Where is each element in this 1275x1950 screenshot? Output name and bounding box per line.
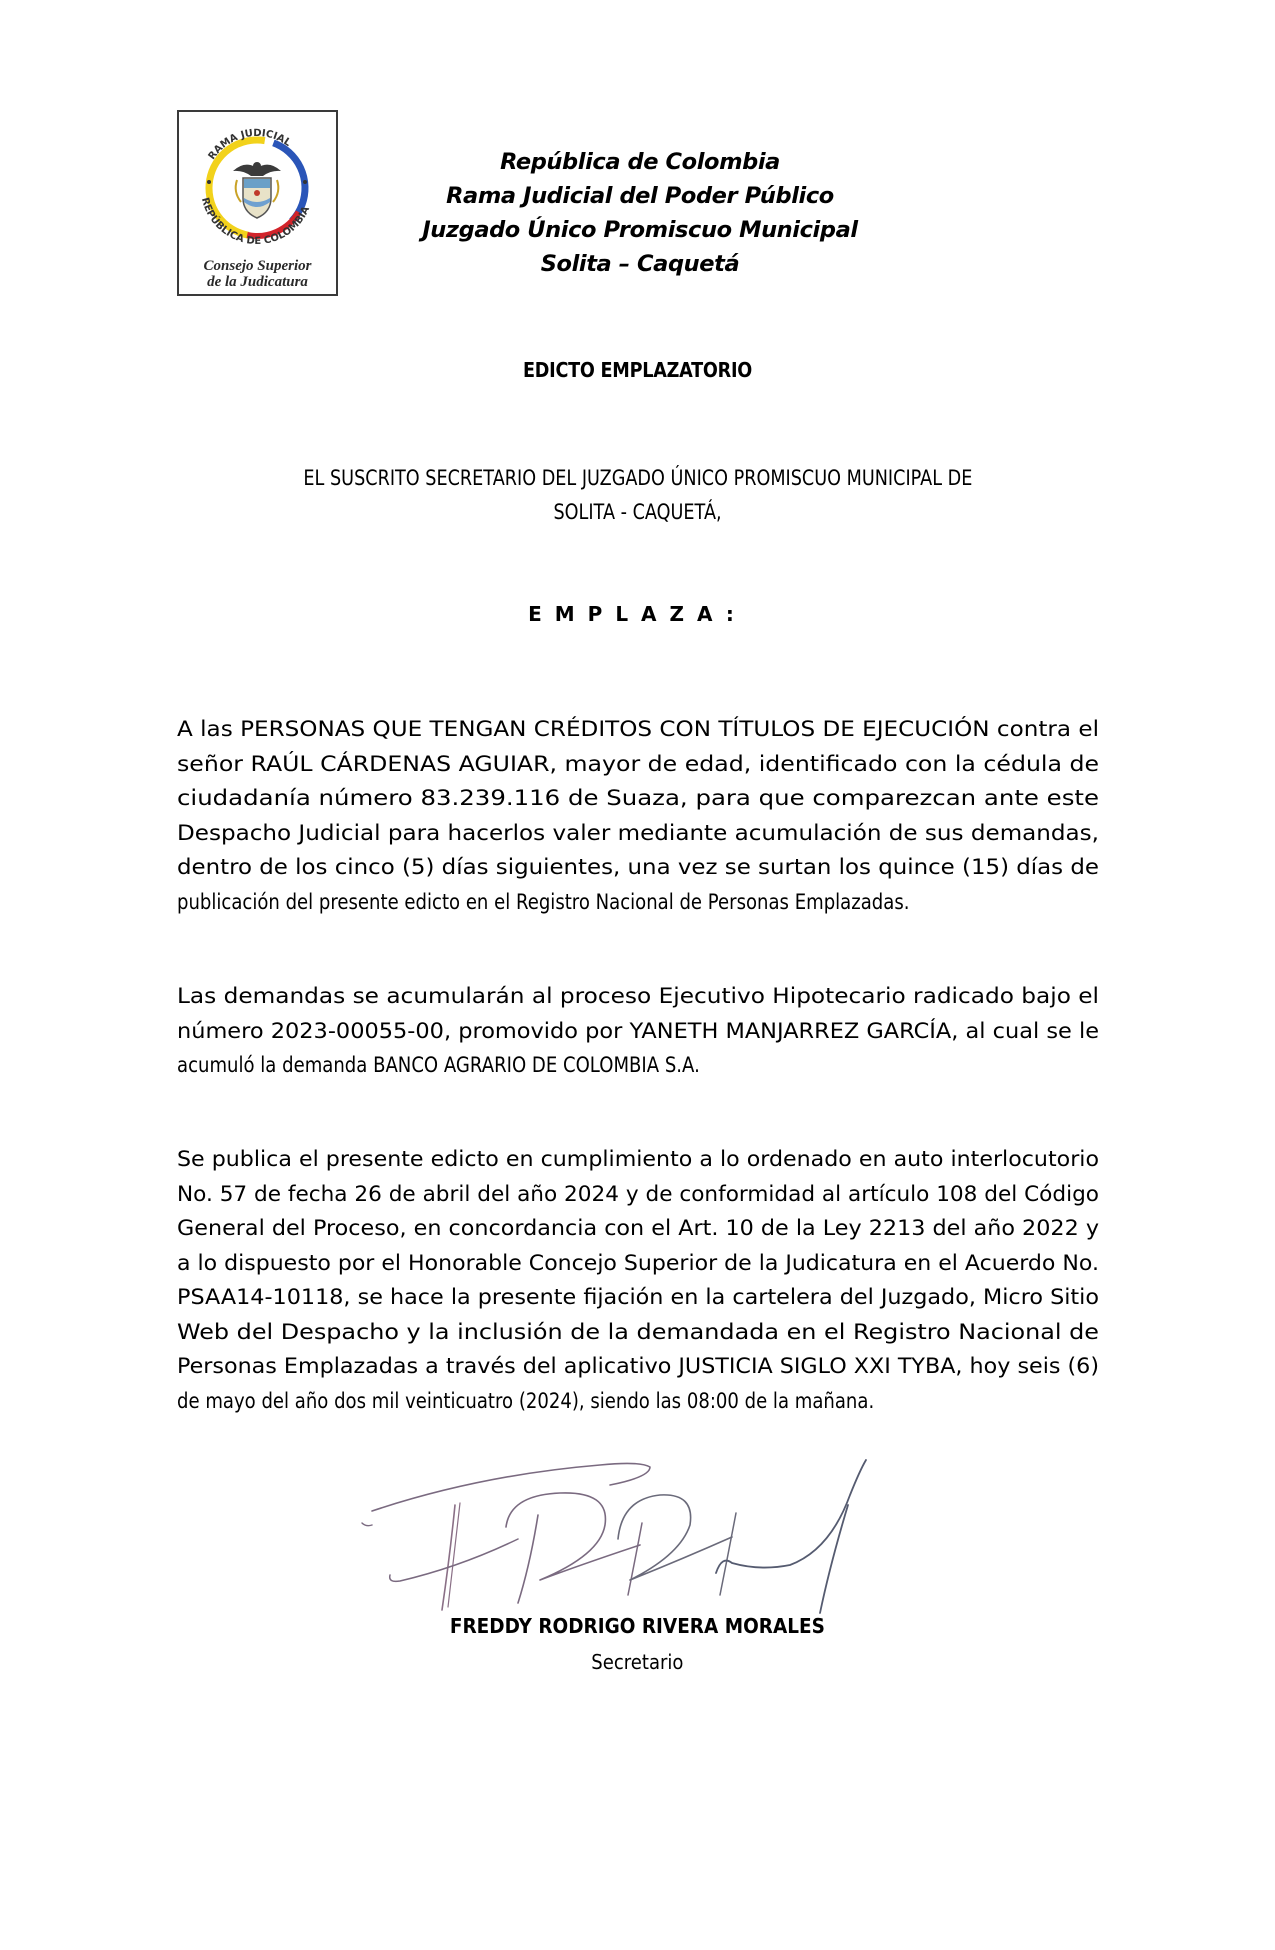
paragraph-line: Las demandas se acumularán al proceso Ejecutivo Hipotecario radicado bajo el bbox=[177, 984, 1099, 1009]
paragraph-line: Web del Despacho y la inclusión de la demandada en el Registro Nacional de bbox=[177, 1319, 1099, 1345]
logo-caption-line1: Consejo Superior bbox=[203, 258, 312, 274]
paragraph-line: General del Proceso, en concordancia con el Art. 10 de la Ley 2213 del año 2022 y bbox=[177, 1216, 1099, 1241]
suscrito-line: EL SUSCRITO SECRETARIO DEL JUZGADO ÚNICO PROMISCUO MUNICIPAL DE bbox=[303, 466, 972, 491]
header-line-republic: República de Colombia bbox=[500, 149, 780, 175]
suscrito-statement bbox=[170, 462, 1105, 530]
handwritten-signature-icon bbox=[360, 1455, 920, 1625]
header-line-branch: Rama Judicial del Poder Público bbox=[446, 183, 834, 209]
paragraph-line: PSAA14-10118, se hace la presente fijación en la cartelera del Juzgado, Micro Sitio bbox=[177, 1285, 1099, 1310]
paragraph-emplazamiento bbox=[177, 713, 1099, 920]
paragraph-line: publicación del presente edicto en el Registro Nacional de Personas Emplazadas. bbox=[177, 889, 910, 915]
paragraph-line: Se publica el presente edicto en cumplimiento a lo ordenado en auto interlocutorio bbox=[177, 1147, 1099, 1172]
signer-name bbox=[0, 1614, 1275, 1638]
paragraph-acumulacion bbox=[177, 980, 1099, 1084]
svg-text:RAMA JUDICIAL: RAMA JUDICIAL bbox=[206, 127, 293, 162]
paragraph-line: No. 57 de fecha 26 de abril del año 2024 y de conformidad al artículo 108 del Código bbox=[177, 1181, 1099, 1207]
emplaza-heading: EMPLAZA: bbox=[528, 602, 747, 626]
paragraph-line: de mayo del año dos mil veinticuatro (2024), siendo las 08:00 de la mañana. bbox=[177, 1388, 875, 1414]
logo-caption bbox=[179, 258, 336, 290]
rama-judicial-logo bbox=[177, 110, 338, 296]
paragraph-line: ciudadanía número 83.239.116 de Suaza, para que comparezcan ante este bbox=[177, 786, 1099, 811]
court-header bbox=[360, 145, 920, 281]
paragraph-line: a lo dispuesto por el Honorable Concejo Superior de la Judicatura en el Acuerdo No. bbox=[177, 1250, 1099, 1276]
logo-caption-line2: de la Judicatura bbox=[207, 274, 308, 290]
paragraph-line: A las PERSONAS QUE TENGAN CRÉDITOS CON TÍTULOS DE EJECUCIÓN contra el bbox=[177, 717, 1099, 742]
paragraph-line: Personas Emplazadas a través del aplicativo JUSTICIA SIGLO XXI TYBA, hoy seis (6) bbox=[177, 1354, 1099, 1379]
header-line-court: Juzgado Único Promiscuo Municipal bbox=[422, 217, 858, 243]
paragraph-line: dentro de los cinco (5) días siguientes, una vez se surtan los quince (15) días de bbox=[177, 855, 1099, 880]
signer-role bbox=[0, 1650, 1275, 1674]
paragraph-publicacion bbox=[177, 1143, 1099, 1419]
rama-judicial-seal-icon bbox=[187, 116, 328, 254]
signer-name-text: FREDDY RODRIGO RIVERA MORALES bbox=[449, 1614, 826, 1638]
document-title: EDICTO EMPLAZATORIO bbox=[522, 358, 753, 382]
paragraph-line: acumuló la demanda BANCO AGRARIO DE COLOMBIA S.A. bbox=[177, 1053, 700, 1078]
header-line-location: Solita – Caquetá bbox=[540, 251, 740, 277]
suscrito-line: SOLITA - CAQUETÁ, bbox=[553, 500, 722, 525]
paragraph-line: señor RAÚL CÁRDENAS AGUIAR, mayor de edad, identificado con la cédula de bbox=[177, 751, 1099, 777]
signer-role-text: Secretario bbox=[591, 1650, 684, 1674]
svg-text:REPÚBLICA DE COLOMBIA: REPÚBLICA DE COLOMBIA bbox=[198, 196, 313, 248]
paragraph-line: número 2023-00055-00, promovido por YANETH MANJARREZ GARCÍA, al cual se le bbox=[177, 1018, 1099, 1044]
paragraph-line: Despacho Judicial para hacerlos valer mediante acumulación de sus demandas, bbox=[177, 820, 1099, 846]
